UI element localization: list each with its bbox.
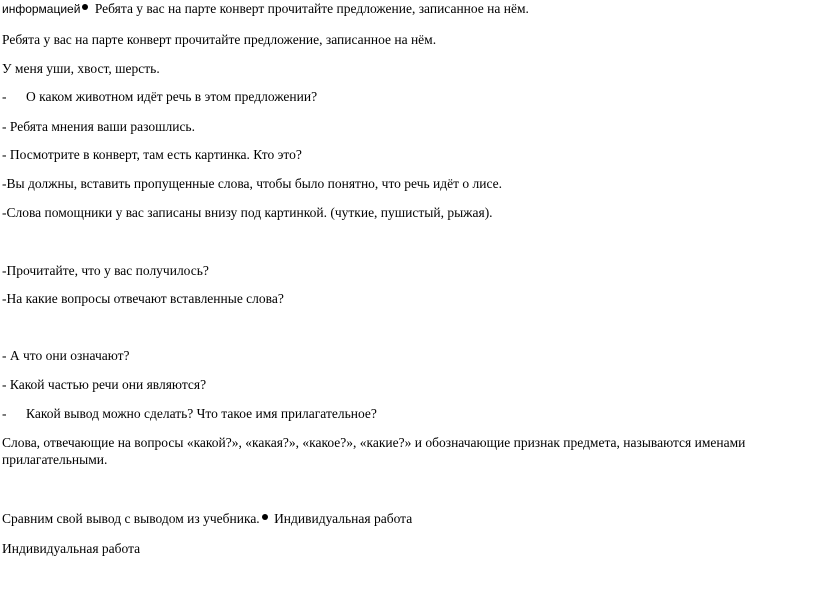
line-insert-words: -Вы должны, вставить пропущенные слова, чтобы было понятно, что речь идёт о лисе. (2, 176, 503, 191)
bullet-icon (82, 4, 88, 10)
line-question-animal (2, 88, 317, 105)
dash-marker: - (2, 89, 7, 104)
line-intro (2, 0, 529, 18)
line-compare-text: Сравним свой вывод с выводом из учебника. (2, 511, 260, 526)
line-opinions: - Ребята мнения ваши разошлись. (2, 119, 195, 134)
line-riddle: У меня уши, хвост, шерсть. (2, 61, 160, 76)
line-conclusion-question (2, 405, 377, 422)
line-definition: Слова, отвечающие на вопросы «какой?», «какая?», «какое?», «какие?» и обозначающие признак предмета, называются именами прилагательными. (2, 435, 746, 467)
line-intro-prefix: информацией (2, 2, 81, 16)
line-helper-words: -Слова помощники у вас записаны внизу под картинкой. (чуткие, пушистый, рыжая). (2, 205, 493, 220)
line-compare-rest: Индивидуальная работа (270, 511, 413, 526)
line-questions: -На какие вопросы отвечают вставленные слова? (2, 291, 284, 306)
conclusion-question-text: Какой вывод можно сделать? Что такое имя прилагательное? (26, 406, 377, 421)
line-picture: - Посмотрите в конверт, там есть картинка. Кто это? (2, 147, 302, 162)
line-individual-work: Индивидуальная работа (2, 541, 141, 556)
line-meaning: - А что они означают? (2, 348, 130, 363)
line-part-of-speech: - Какой частью речи они являются? (2, 377, 207, 392)
bullet-icon (262, 514, 268, 520)
line-envelope: Ребята у вас на парте конверт прочитайте предложение, записанное на нём. (2, 32, 437, 47)
question-animal-text: О каком животном идёт речь в этом предложении? (26, 89, 318, 104)
line-compare (2, 510, 412, 527)
dash-marker: - (2, 406, 7, 421)
line-read-result: -Прочитайте, что у вас получилось? (2, 263, 209, 278)
line-intro-text: Ребята у вас на парте конверт прочитайте предложение, записанное на нём. (91, 1, 529, 16)
